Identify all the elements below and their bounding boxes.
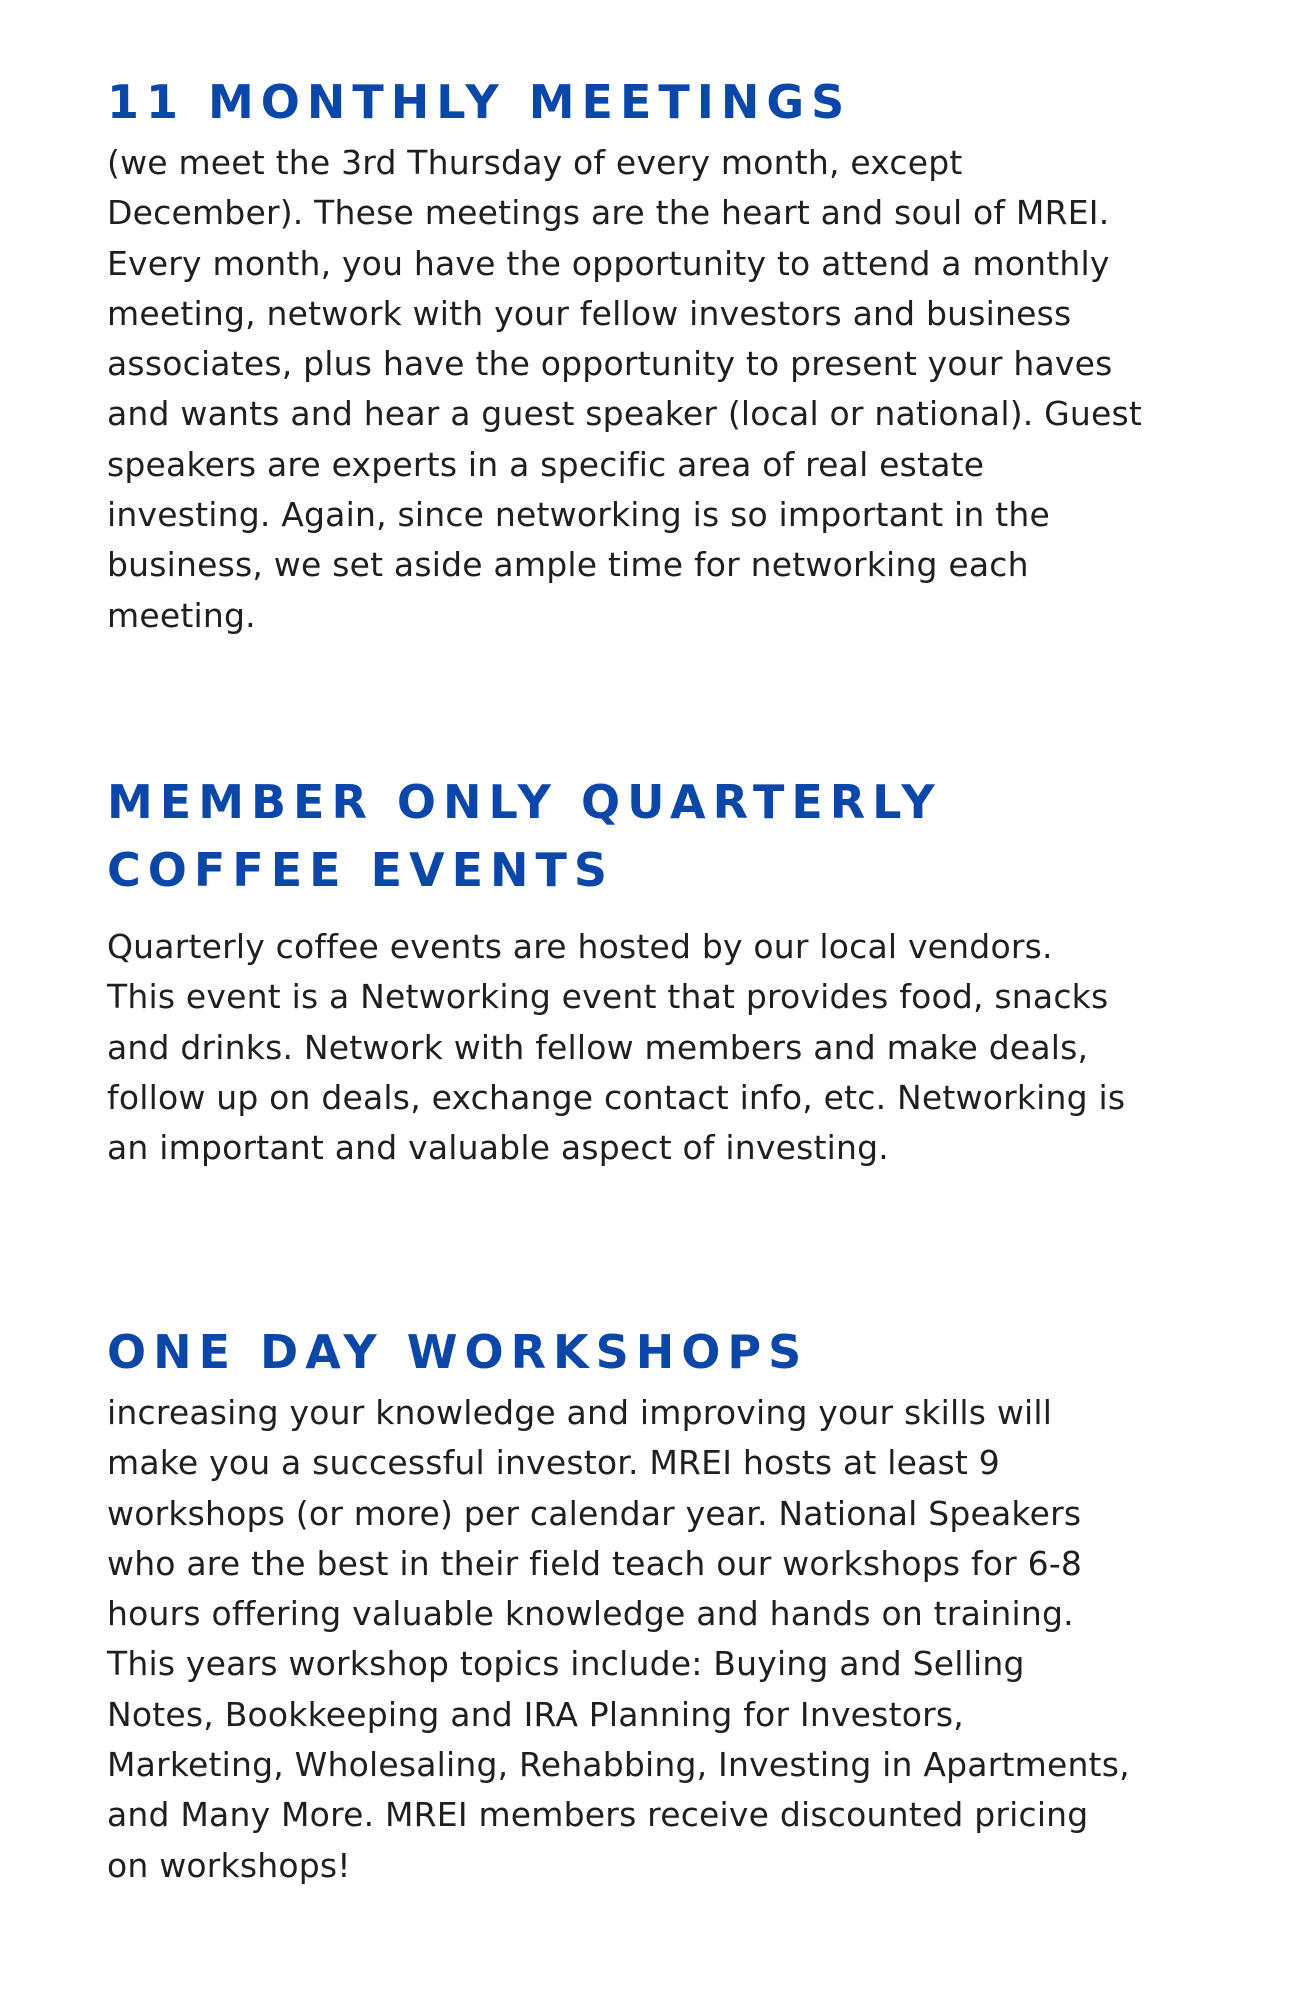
heading-line: MEMBER ONLY QUARTERLY	[107, 775, 942, 829]
body-line: investing. Again, since networking is so important in the	[107, 495, 1050, 535]
body-line: This years workshop topics include: Buying and Selling	[107, 1644, 1025, 1684]
body-line: and Many More. MREI members receive discounted pricing	[107, 1795, 1089, 1835]
body-line: Quarterly coffee events are hosted by our local vendors.	[107, 927, 1053, 966]
body-line: This event is a Networking event that provides food, snacks	[107, 977, 1109, 1017]
section-body	[107, 922, 1237, 1173]
body-line: and drinks. Network with fellow members and make deals,	[107, 1027, 1089, 1067]
body-line: follow up on deals, exchange contact info, etc. Networking is	[107, 1077, 1126, 1117]
body-line: speakers are experts in a specific area of real estate	[107, 444, 985, 484]
heading-line: COFFEE EVENTS	[107, 843, 615, 897]
body-line: meeting.	[107, 595, 256, 635]
body-line: Marketing, Wholesaling, Rehabbing, Investing in Apartments,	[107, 1745, 1130, 1785]
body-line: workshops (or more) per calendar year. National Speakers	[107, 1493, 1082, 1533]
body-line: and wants and hear a guest speaker (local or national). Guest	[107, 394, 1143, 434]
body-line: (we meet the 3rd Thursday of every month, except	[107, 143, 963, 182]
section-heading	[107, 1318, 1237, 1386]
body-line: business, we set aside ample time for networking each	[107, 545, 1029, 585]
body-line: increasing your knowledge and improving your skills will	[107, 1393, 1053, 1432]
body-line: meeting, network with your fellow investors and business	[107, 293, 1072, 333]
heading-line: 11 MONTHLY MEETINGS	[107, 75, 852, 129]
body-line: on workshops!	[107, 1845, 351, 1885]
body-line: associates, plus have the opportunity to present your haves	[107, 344, 1113, 384]
body-line: make you a successful investor. MREI hosts at least 9	[107, 1443, 1000, 1483]
section-heading	[107, 68, 1237, 136]
body-line: an important and valuable aspect of investing.	[107, 1128, 889, 1168]
section-heading	[107, 768, 1237, 904]
body-line: Every month, you have the opportunity to attend a monthly	[107, 243, 1110, 283]
section-quarterly-coffee-events	[107, 768, 1237, 1173]
section-body	[107, 138, 1237, 641]
body-line: who are the best in their field teach our workshops for 6-8	[107, 1543, 1083, 1583]
heading-line: ONE DAY WORKSHOPS	[107, 1325, 809, 1379]
section-one-day-workshops	[107, 1318, 1237, 1891]
body-line: December). These meetings are the heart and soul of MREI.	[107, 193, 1110, 233]
section-monthly-meetings	[107, 68, 1237, 641]
section-body	[107, 1388, 1237, 1891]
body-line: Notes, Bookkeeping and IRA Planning for Investors,	[107, 1694, 964, 1734]
body-line: hours offering valuable knowledge and hands on training.	[107, 1594, 1074, 1634]
